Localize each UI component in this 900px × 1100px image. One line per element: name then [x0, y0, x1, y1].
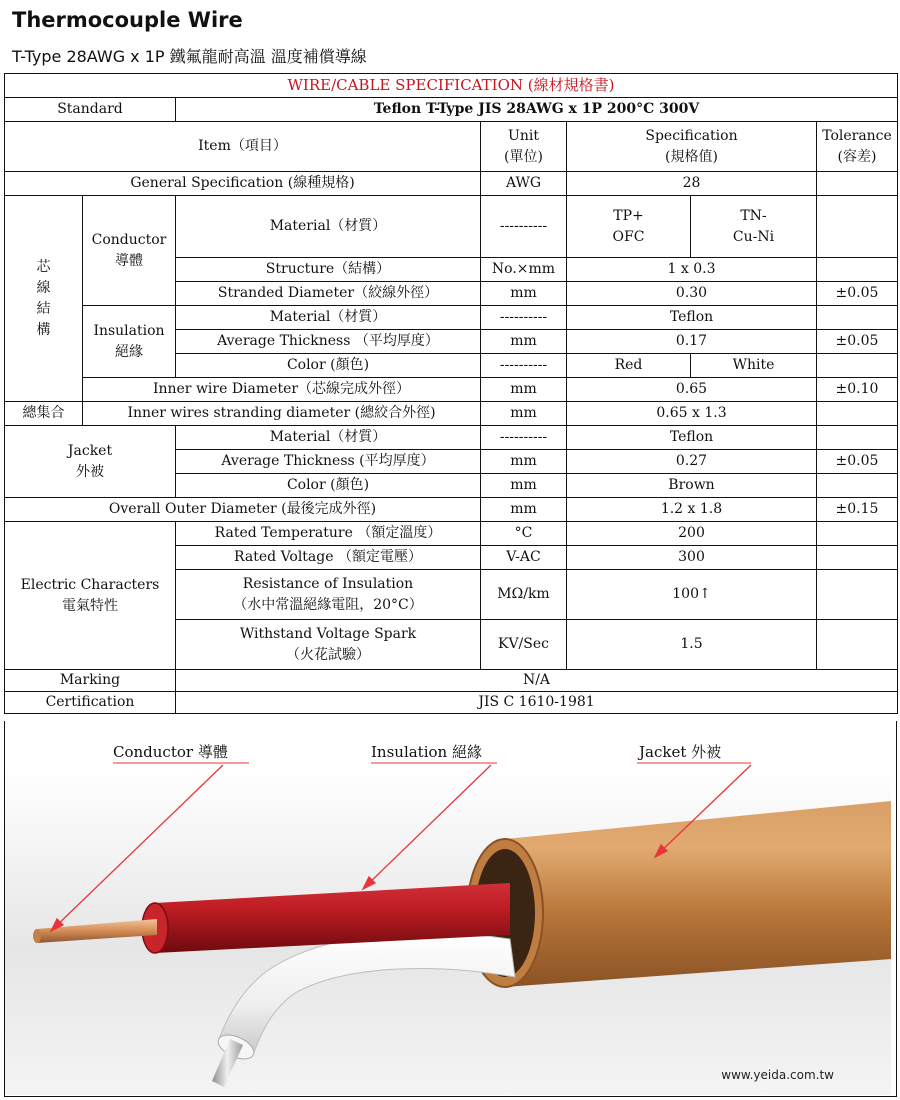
page-title: Thermocouple Wire	[12, 8, 243, 32]
page-subtitle: T-Type 28AWG x 1P 鐵氟龍耐高溫 溫度補償導線	[12, 47, 367, 66]
header-specification: Specification (規格值)	[567, 122, 817, 172]
table-row: Resistance of Insulation （水中常溫絕緣電阻，20°C） MΩ/km 100↑	[5, 570, 898, 620]
table-row: General Specification (線種規格) AWG 28	[5, 172, 898, 196]
header-tolerance: Tolerance (容差)	[817, 122, 898, 172]
table-row: Electric Characters 電氣特性 Rated Temperature （額定溫度） °C 200	[5, 522, 898, 546]
table-row: Jacket 外被 Material（材質） ---------- Teflon	[5, 426, 898, 450]
copper-conductor-end	[33, 929, 41, 943]
spec-banner: WIRE/CABLE SPECIFICATION (線材規格書)	[5, 74, 898, 98]
website-url: www.yeida.com.tw	[721, 1068, 834, 1082]
standard-value: Teflon T-Type JIS 28AWG x 1P 200°C 300V	[176, 98, 898, 122]
table-row: Insulation 絕緣 Material（材質） ---------- Teflon	[5, 306, 898, 330]
table-row: Rated Voltage （額定電壓） V-AC 300	[5, 546, 898, 570]
table-row: 芯 線 結 構 Conductor 導體 Material（材質） ---------- TP+ OFC TN- Cu-Ni	[5, 196, 898, 258]
core-structure-group: 芯 線 結 構	[5, 196, 83, 402]
table-row: Color (顏色) ---------- Red White	[5, 354, 898, 378]
table-row: Withstand Voltage Spark （火花試驗） KV/Sec 1.5	[5, 620, 898, 670]
table-row: Average Thickness （平均厚度） mm 0.17 ±0.05	[5, 330, 898, 354]
header-unit: Unit (單位)	[481, 122, 567, 172]
jacket-label: Jacket 外被	[5, 426, 176, 498]
table-row: Inner wire Diameter（芯線完成外徑） mm 0.65 ±0.10	[5, 378, 898, 402]
table-row: Overall Outer Diameter (最後完成外徑) mm 1.2 x 1.8 ±0.15	[5, 498, 898, 522]
callout-conductor: Conductor 導體	[113, 743, 228, 761]
table-row: 總集合 Inner wires stranding diameter (總絞合外徑) mm 0.65 x 1.3	[5, 402, 898, 426]
header-item: Item（項目）	[5, 122, 481, 172]
table-row: Stranded Diameter（絞線外徑） mm 0.30 ±0.05	[5, 282, 898, 306]
callout-insulation: Insulation 絕緣	[371, 743, 482, 761]
table-row: Certification JIS C 1610-1981	[5, 692, 898, 714]
table-row: Structure（結構） No.×mm 1 x 0.3	[5, 258, 898, 282]
insulation-label: Insulation 絕緣	[83, 306, 176, 378]
standard-label: Standard	[5, 98, 176, 122]
negative-leg: TN- Cu-Ni	[691, 196, 817, 258]
table-row: Marking N/A	[5, 670, 898, 692]
conductor-label: Conductor 導體	[83, 196, 176, 306]
spec-table	[4, 73, 898, 714]
table-row: Color (顏色) mm Brown	[5, 474, 898, 498]
cable-drawing	[5, 721, 895, 1095]
assembly-group: 總集合	[5, 402, 83, 426]
positive-leg: TP+ OFC	[567, 196, 691, 258]
electric-label: Electric Characters 電氣特性	[5, 522, 176, 670]
callout-jacket: Jacket 外被	[639, 743, 722, 761]
cable-illustration	[4, 721, 897, 1097]
table-row: Average Thickness (平均厚度） mm 0.27 ±0.05	[5, 450, 898, 474]
